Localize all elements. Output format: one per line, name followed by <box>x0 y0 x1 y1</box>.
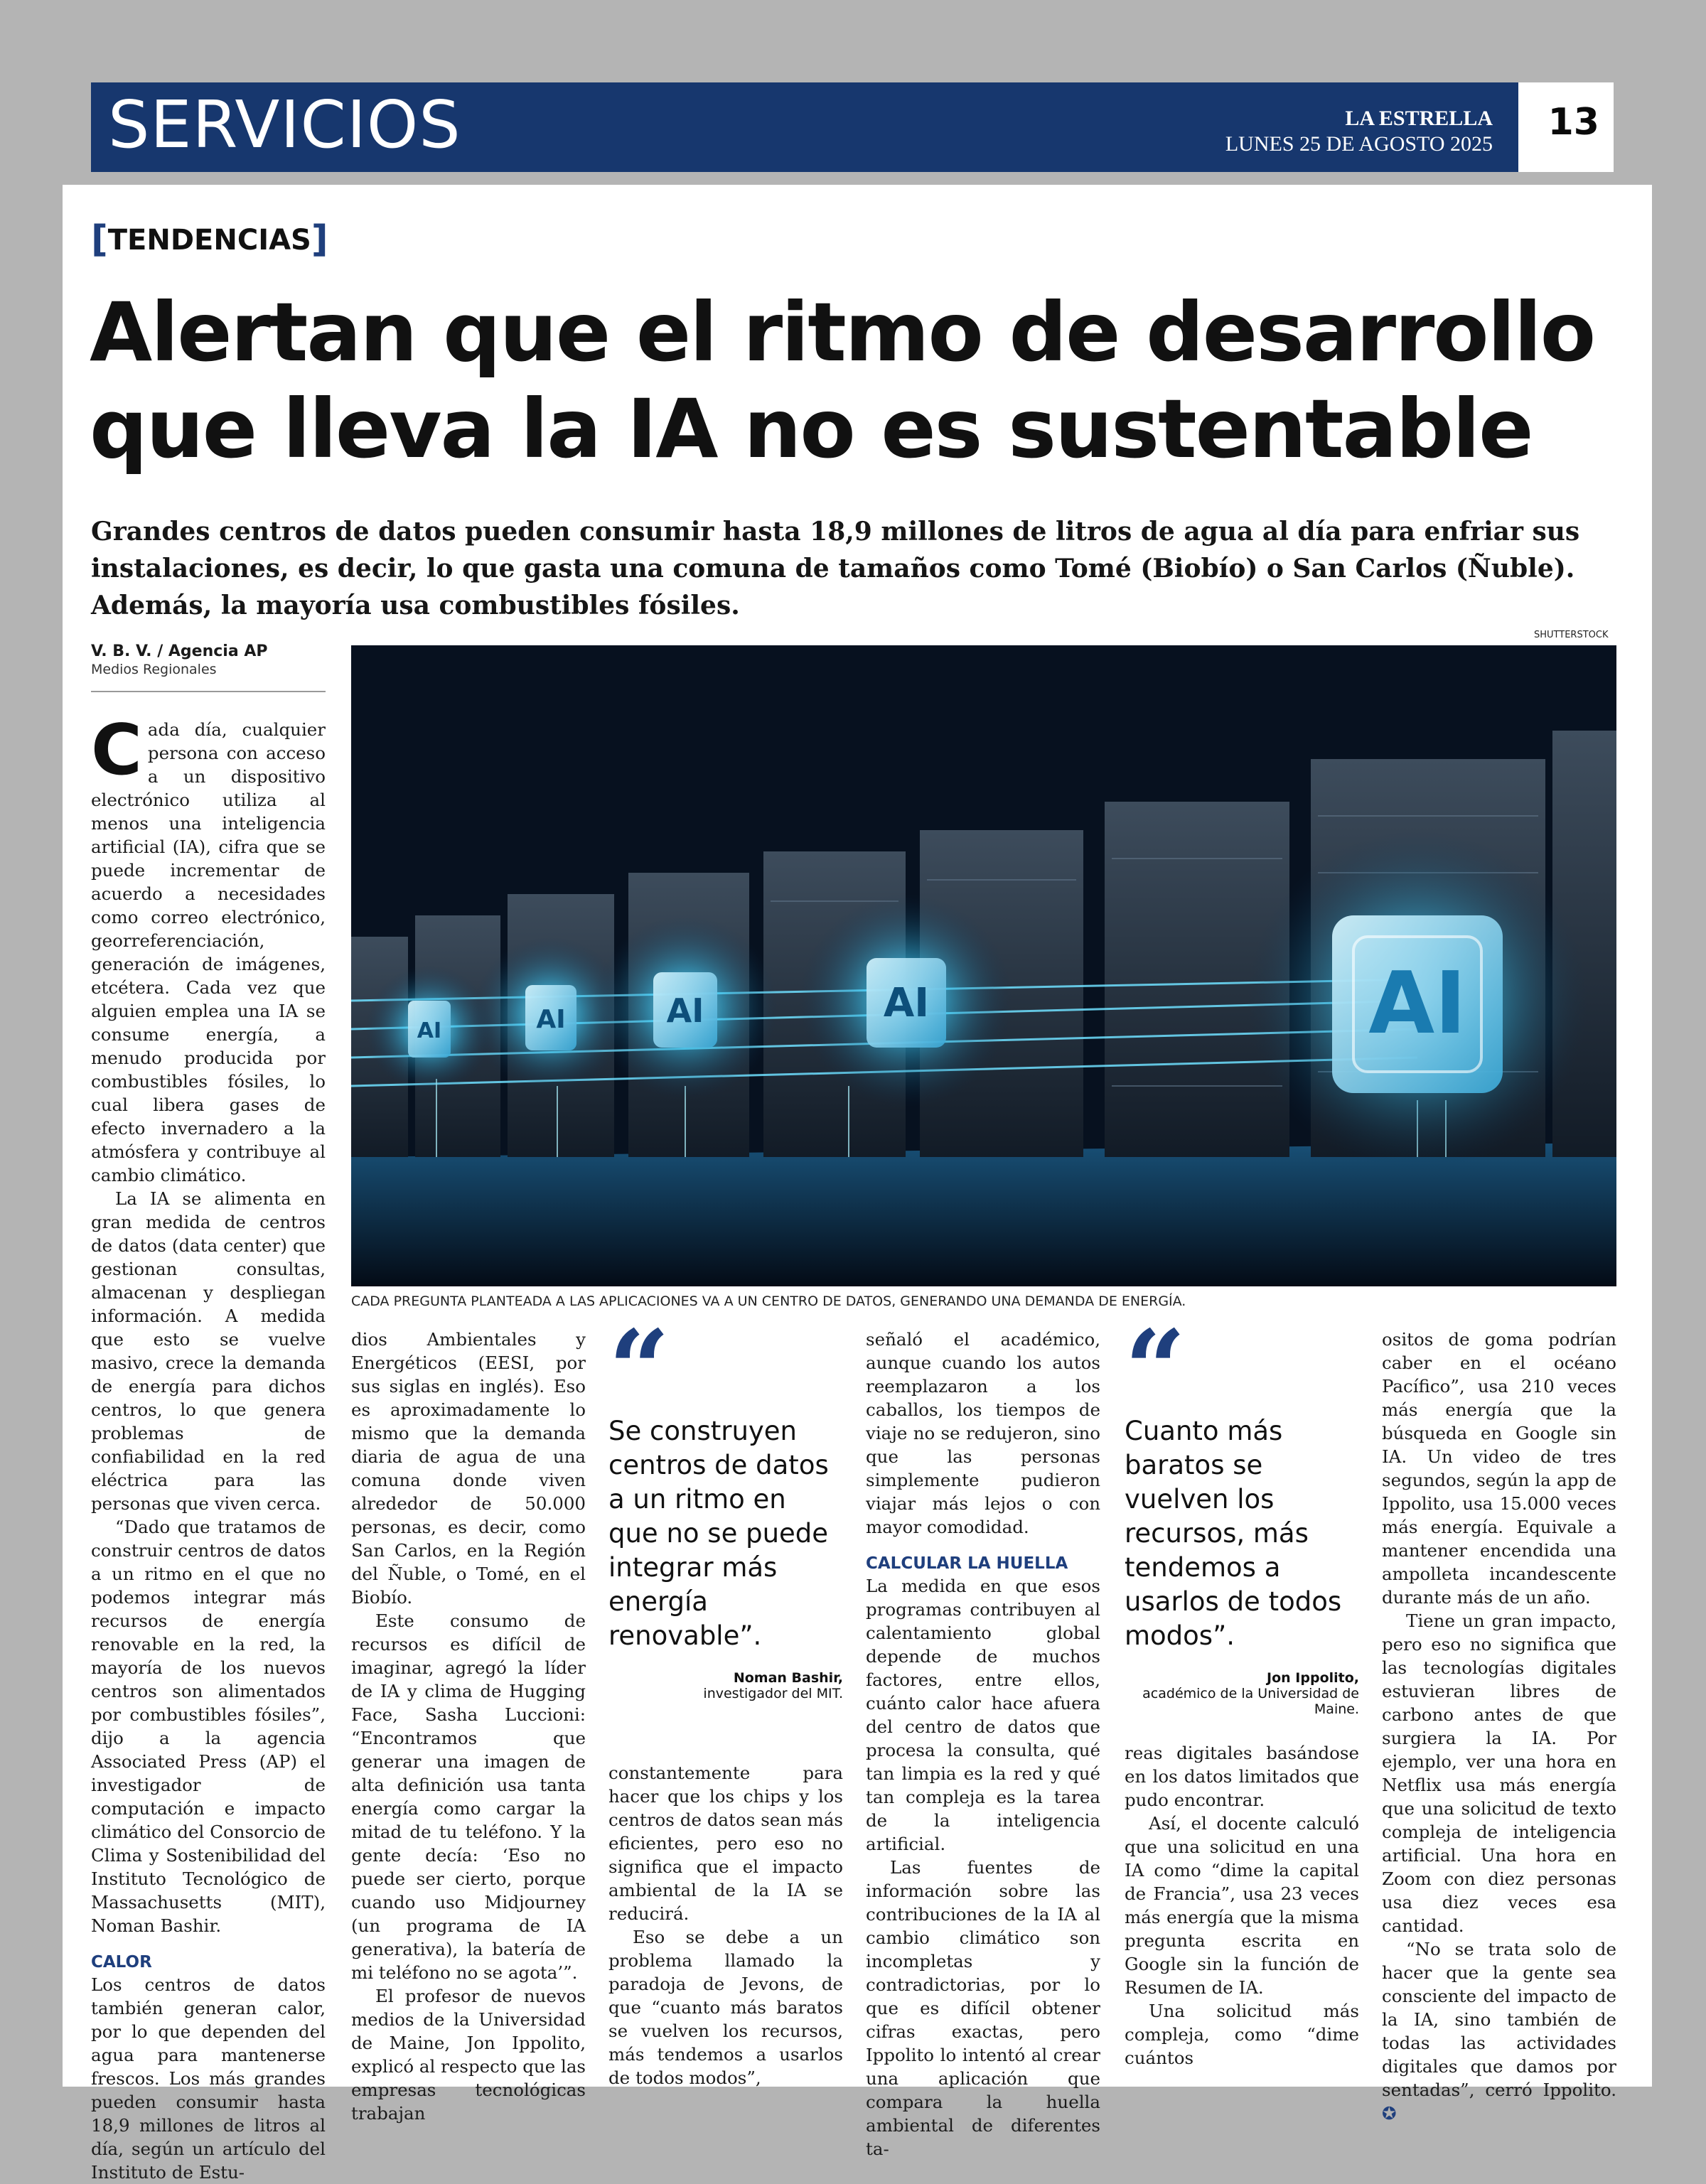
pull-quote-text: Cuanto más baratos se vuelven los recursos, más tendemos a usarlos de todos modos”. <box>1125 1416 1342 1651</box>
photo-credit: SHUTTERSTOCK <box>1534 630 1609 640</box>
paragraph: “Dado que tratamos de construir centros de datos a un ritmo en el que no podemos integrar más recursos de energía renovable en la red, la mayoría de los nuevos centros son alimentados por combustibles fósiles”, dijo a la agencia Associated Press (AP) el investigador de computación e impacto climático del Consorcio de Clima y Sostenibilidad del Instituto Tecnológico de Massachusetts (MIT), Noman Bashir. <box>91 1517 326 1936</box>
section-name: SERVICIOS <box>108 87 461 163</box>
paragraph: Eso se debe a un problema llamado la paradoja de Jevons, de que “cuanto más baratos se vuelven los recursos, más tendemos a usarlos de todos modos”, <box>608 1927 843 2088</box>
chip-label-3: AI <box>666 991 704 1030</box>
pull-quote-attribution <box>1125 1670 1359 1717</box>
article-column-4 <box>866 1328 1100 2161</box>
subhead-calcular-la-huella: CALCULAR LA HUELLA <box>866 1554 1068 1573</box>
article-column-1 <box>91 710 326 2184</box>
quote-author-role: académico de la Universidad de Maine. <box>1142 1686 1359 1717</box>
section-header-bar <box>91 82 1614 172</box>
headline-line-2: que lleva la IA no es sustentable <box>90 382 1533 476</box>
publication-info <box>1225 108 1493 155</box>
quote-mark-icon: “ <box>1125 1307 1186 1432</box>
paragraph: Una solicitud más compleja, como “dime cuántos <box>1125 2001 1359 2068</box>
quote-author-name: Jon Ippolito, <box>1267 1670 1359 1686</box>
kicker-bracket-right: ] <box>311 218 328 261</box>
headline-line-1: Alertan que el ritmo de desarrollo <box>90 285 1595 380</box>
paragraph-text: “No se trata solo de hacer que la gente sea consciente del impacto de la IA, sino también de todas las actividades digitales que damos por sentadas”, cerró Ippolito. <box>1382 1939 1616 2100</box>
page-number-box <box>1518 82 1614 172</box>
paragraph: El profesor de nuevos medios de la Universidad de Maine, Jon Ippolito, explicó al respecto que las empresas tecnológicas trabajan <box>351 1986 586 2124</box>
quote-author-role: investigador del MIT. <box>703 1686 843 1701</box>
paragraph: La medida en que esos programas contribuyen al calentamiento global depende de muchos factores, entre ellos, cuánto calor hace afuera del centro de datos que procesa la consulta, qué tan limpia es la red y qué tan compleja es la tarea de la inteligencia artificial. <box>866 1576 1100 1854</box>
deck-summary: Grandes centros de datos pueden consumir hasta 18,9 millones de litros de agua al día para enfriar sus instalaciones, es decir, lo que gasta una comuna de tamaños como Tomé (Biobío) o San Carlos (Ñuble). Además, la mayoría usa combustibles fósiles. <box>91 517 1580 620</box>
pull-quote-2 <box>1125 1307 1359 1717</box>
byline-divider <box>91 691 326 692</box>
article-column-6 <box>1382 1328 1616 2125</box>
drop-cap: C <box>91 710 142 791</box>
paragraph <box>91 710 326 1187</box>
subhead-calor: CALOR <box>91 1953 152 1971</box>
paragraph: Tiene un gran impacto, pero eso no significa que las tecnologías digitales estuvieran libres de carbono antes de que surgiera la IA. Por ejemplo, ver una hora en Netflix usa más energía que una solicitud de texto compleja de inteligencia artificial. Una hora en Zoom con diez personas usa diez veces esa cantidad. <box>1382 1610 1616 1936</box>
paragraph: reas digitales basándose en los datos limitados que pudo encontrar. <box>1125 1743 1359 1810</box>
byline-organization: Medios Regionales <box>91 662 217 677</box>
paragraph: Así, el docente calculó que una solicitud en una IA como “dime la capital de Francia”, usa 23 veces más energía que la misma pregunta escrita en Google sin la función de Resumen de IA. <box>1125 1813 1359 1998</box>
article-column-3 <box>608 1761 843 2089</box>
paragraph: señaló el académico, aunque cuando los autos reemplazaron a los caballos, los tiempos de viaje no se redujeron, sino que las personas simplemente pudieron viajar más lejos o con mayor comodidad. <box>866 1329 1100 1537</box>
pull-quote-text: Se construyen centros de datos a un ritmo en que no se puede integrar más energía renovable”. <box>608 1416 829 1651</box>
newspaper-page <box>63 185 1652 2183</box>
end-of-article-icon: ✪ <box>1382 2103 1397 2124</box>
pull-quote-attribution <box>608 1670 843 1701</box>
paragraph: Los centros de datos también generan calor, por lo que dependen del agua para mantenerse frescos. Los más grandes pueden consumir hasta 18,9 millones de litros al día, según un artículo del Instituto de Estu- <box>91 1974 326 2183</box>
byline <box>91 642 326 677</box>
headline <box>90 284 1639 478</box>
kicker <box>91 216 328 259</box>
quote-author-name: Noman Bashir, <box>733 1670 843 1686</box>
paragraph <box>1382 1937 1616 2125</box>
data-center-illustration <box>351 645 1616 1286</box>
photo-caption: CADA PREGUNTA PLANTEADA A LAS APLICACIONES VA A UN CENTRO DE DATOS, GENERANDO UNA DEMANDA DE ENERGÍA. <box>351 1293 1186 1309</box>
paragraph-text: ada día, cualquier persona con acceso a un dispositivo electrónico utiliza al menos una inteligencia artificial (IA), cifra que se puede incrementar de acuerdo a necesidades como correo electrónico, georreferenciación, generación de imágenes, etcétera. Cada vez que alguien emplea una IA se consume energía, a menudo producida por combustibles fósiles, lo cual libera gases de efecto invernadero a la atmósfera y contribuye al cambio climático. <box>91 719 326 1185</box>
page-number: 13 <box>1547 101 1599 144</box>
kicker-label: TENDENCIAS <box>107 224 311 257</box>
kicker-bracket-left: [ <box>91 218 108 261</box>
byline-author: V. B. V. / Agencia AP <box>91 642 268 660</box>
paragraph: dios Ambientales y Energéticos (EESI, por sus siglas en inglés). Eso es aproximadamente lo mismo que la demanda diaria de agua de una comuna donde viven alrededor de 50.000 personas, es decir, como San Carlos, en la Región del Ñuble, o Tomé, en el Biobío. <box>351 1329 586 1608</box>
paragraph: ositos de goma podrían caber en el océano Pacífico”, usa 210 veces más energía que la búsqueda en Google sin IA. Un video de tres segundos, según la app de Ippolito, usa 15.000 veces más energía. Equivale a mantener encendida una ampolleta incandescente durante más de un año. <box>1382 1329 1616 1608</box>
chip-label-5: AI <box>1368 954 1466 1053</box>
chip-label-1: AI <box>417 1018 442 1043</box>
article-column-5 <box>1125 1741 1359 2070</box>
chip-label-2: AI <box>536 1005 566 1034</box>
paragraph: constantemente para hacer que los chips y los centros de datos sean más eficientes, pero eso no significa que el impacto ambiental de la IA se reducirá. <box>608 1763 843 1924</box>
quote-mark-icon: “ <box>608 1307 670 1432</box>
article-photo <box>351 645 1616 1286</box>
pull-quote-1 <box>608 1307 843 1701</box>
chip-label-4: AI <box>883 980 930 1026</box>
paragraph: Las fuentes de información sobre las contribuciones de la IA al cambio climático son incompletas y contradictorias, por lo que es difícil obtener cifras exactas, pero Ippolito lo intentó al crear una aplicación que compara la huella ambiental de diferentes ta- <box>866 1857 1100 2159</box>
paragraph: La IA se alimenta en gran medida de centros de datos (data center) que gestionan consultas, almacenan y despliegan información. A medida que esto se vuelve masivo, crece la demanda de energía para dichos centros, lo que genera problemas de confiabilidad en la red eléctrica para las personas que viven cerca. <box>91 1188 326 1514</box>
article-column-2 <box>351 1328 586 2125</box>
publication-name: LA ESTRELLA <box>1345 107 1493 130</box>
publication-date: LUNES 25 DE AGOSTO 2025 <box>1225 132 1493 156</box>
paragraph: Este consumo de recursos es difícil de imaginar, agregó la líder de IA y clima de Hugging Face, Sasha Luccioni: “Encontramos que generar una imagen de alta definición usa tanta energía como cargar la mitad de tu teléfono. Y la gente decía: ‘Eso no puede ser cierto, porque cuando uso Midjourney (un programa de IA generativa), la batería de mi teléfono no se agota’”. <box>351 1610 586 1983</box>
